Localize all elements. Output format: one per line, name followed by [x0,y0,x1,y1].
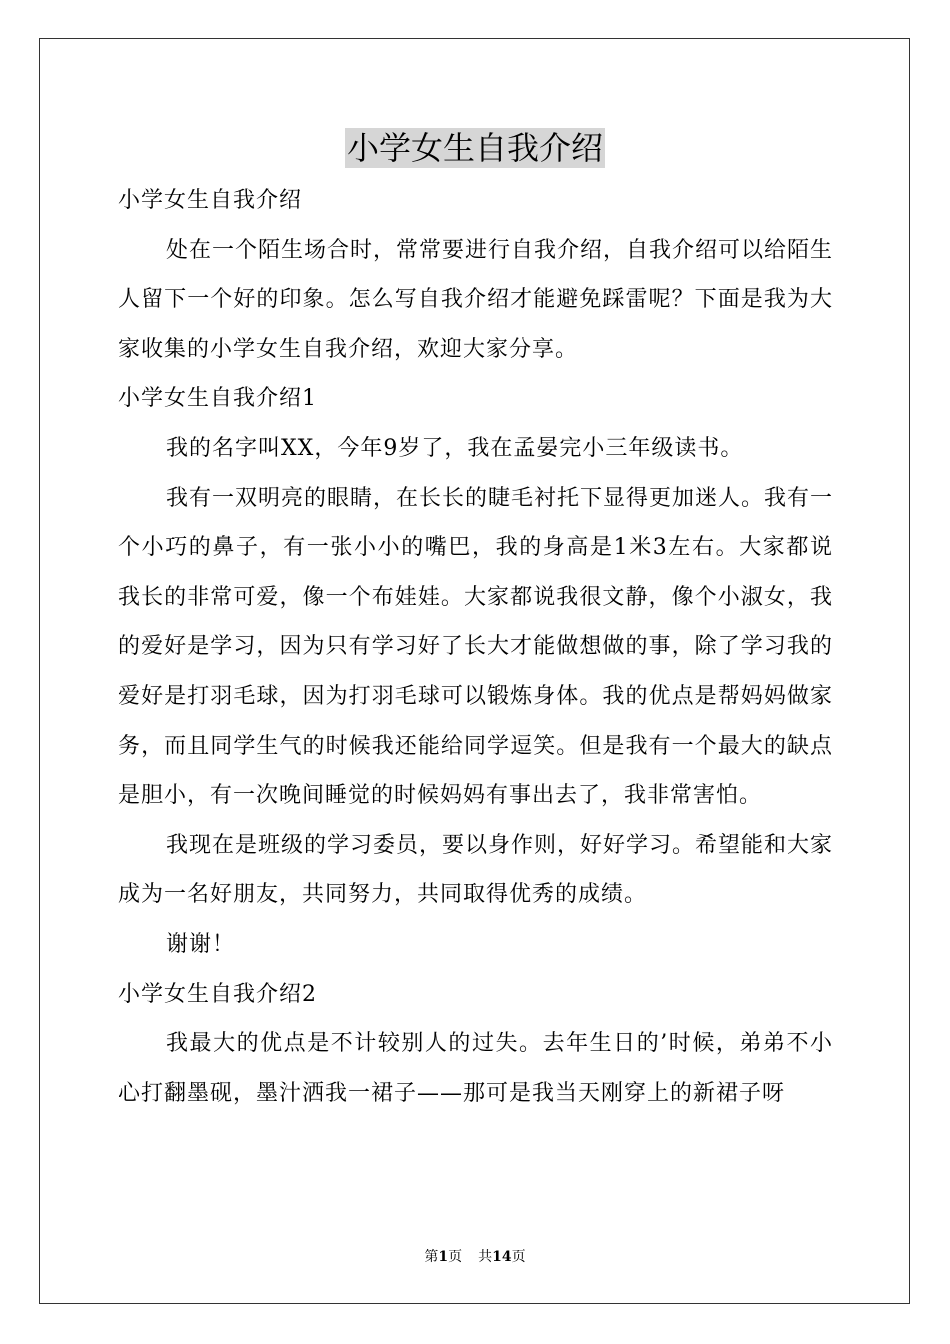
title-container [0,128,950,168]
page-current: 1 [438,1249,449,1265]
page-prefix: 第 [424,1249,439,1265]
document-body [118,176,833,1118]
paragraph: 我最大的优点是不计较别人的过失。去年生日的’时候，弟弟不小心打翻墨砚，墨汁洒我一裙子——那可是我当天刚穿上的新裙子呀 [118,1031,833,1106]
intro-paragraph: 处在一个陌生场合时，常常要进行自我介绍，自我介绍可以给陌生人留下一个好的印象。怎么写自我介绍才能避免踩雷呢？下面是我为大家收集的小学女生自我介绍，欢迎大家分享。 [118,237,834,362]
total-suffix: 页 [511,1249,526,1265]
document-title: 小学女生自我介绍 [346,129,603,167]
section-heading-2: 小学女生自我介绍2 [118,981,317,1007]
paragraph: 谢谢！ [166,931,236,957]
page-suffix: 页 [448,1249,463,1265]
paragraph: 我的名字叫XX，今年9岁了，我在孟晏完小三年级读书。 [166,435,744,461]
section-heading: 小学女生自我介绍 [118,188,303,213]
paragraph: 我现在是班级的学习委员，要以身作则，好好学习。希望能和大家成为一名好朋友，共同努力，共同取得优秀的成绩。 [118,832,834,908]
total-prefix: 共 [478,1249,493,1265]
paragraph: 我有一双明亮的眼睛，在长长的睫毛衬托下显得更加迷人。我有一个小巧的鼻子，有一张小小的嘴巴，我的身高是1米3左右。大家都说我长的非常可爱，像一个布娃娃。大家都说我很文静，像个小淑女，我的爱好是学习，因为只有学习好了长大才能做想做的事，除了学习我的爱好是打羽毛球，因为打羽毛球可以锻炼身体。我的优点是帮妈妈做家务，而且同学生气的时候我还能给同学逗笑。但是我有一个最大的缺点是胆小，有一次晚间睡觉的时候妈妈有事出去了，我非常害怕。 [118,485,834,809]
section-heading-1: 小学女生自我介绍1 [118,386,317,412]
page-footer [0,1247,950,1267]
page-total: 14 [492,1249,512,1265]
